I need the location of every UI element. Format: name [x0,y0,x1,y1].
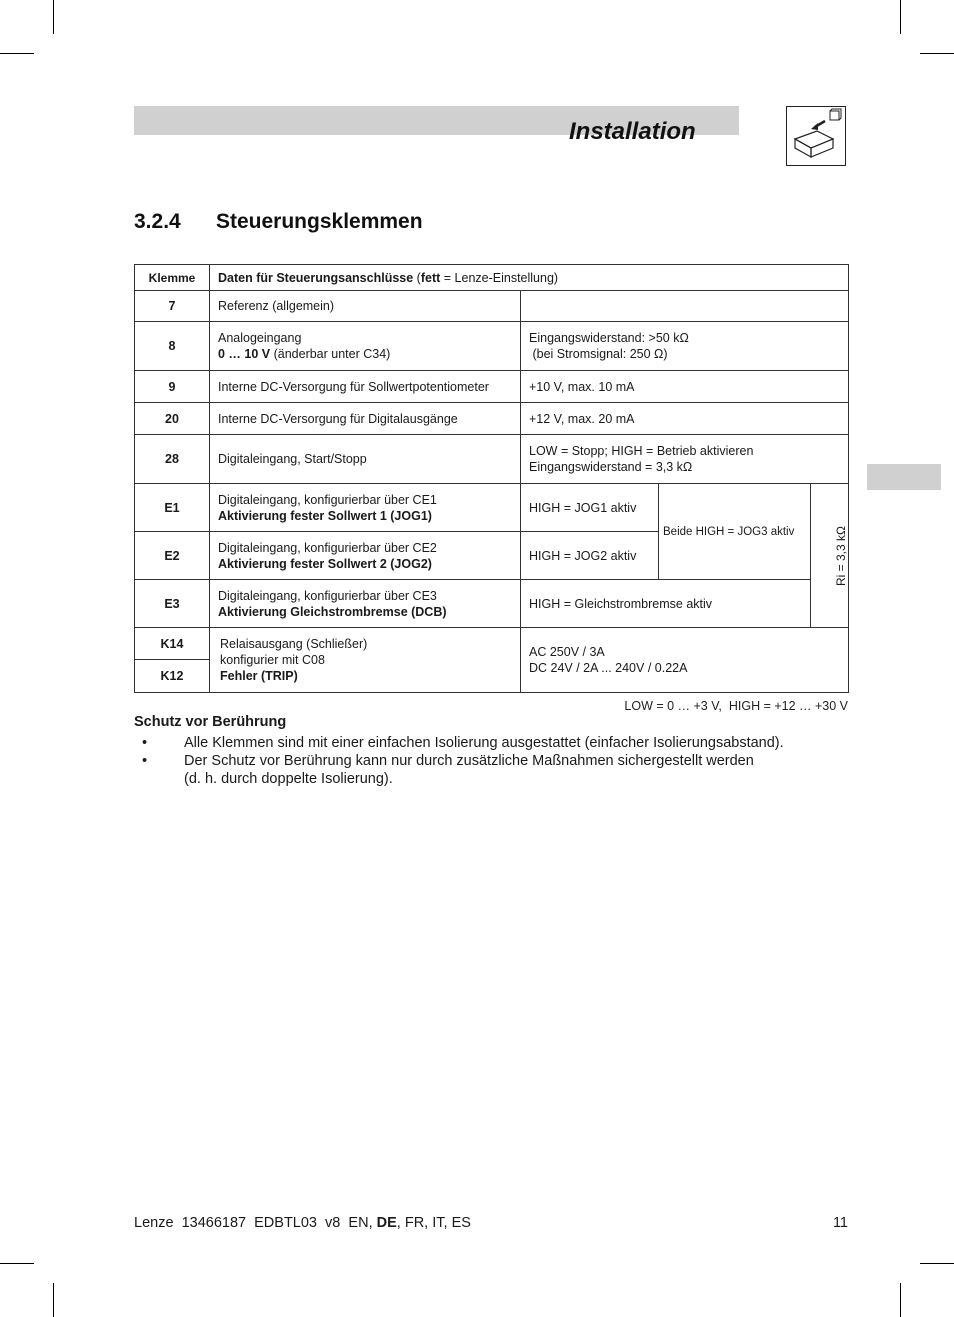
table-row [135,580,849,628]
terminal-id: 20 [135,403,210,435]
table-row [135,403,849,435]
jog3-note: Beide HIGH = JOG3 aktiv [659,484,811,580]
terminal-value: +12 V, max. 20 mA [521,403,849,435]
crop-mark [920,1263,954,1264]
list-item-continuation: (d. h. durch doppelte Isolierung). [184,771,393,787]
header-title: Installation [569,118,696,145]
terminal-value: Eingangswiderstand: >50 kΩ (bei Stromsignal: 250 Ω) [521,322,849,371]
protection-list [134,734,854,788]
terminal-value: LOW = Stopp; HIGH = Betrieb aktivieren Eingangswiderstand = 3,3 kΩ [521,435,849,484]
terminal-value: HIGH = Gleichstrombremse aktiv [521,580,811,628]
terminal-desc: Referenz (allgemein) [210,291,521,322]
terminal-desc: Digitaleingang, konfigurierbar über CE2 Aktivierung fester Sollwert 2 (JOG2) [210,532,521,580]
crop-mark [0,53,34,54]
terminal-value: +10 V, max. 10 mA [521,371,849,403]
list-item: • Alle Klemmen sind mit einer einfachen Isolierung ausgestattet (einfacher Isolierungsabstand). [142,735,784,751]
section-number: 3.2.4 [134,210,181,233]
table-header-row [135,265,849,291]
header-klemme: Klemme [135,265,210,291]
page-number: 11 [832,1215,848,1231]
terminal-desc: Interne DC-Versorgung für Digitalausgänge [210,403,521,435]
terminal-value: HIGH = JOG2 aktiv [521,532,659,580]
crop-mark [53,0,54,34]
terminal-table [134,264,849,693]
terminal-id: 8 [135,322,210,371]
section-heading [134,210,423,234]
input-resistance-note: Ri = 3,3 kΩ [811,484,849,628]
terminal-id: E2 [135,532,210,580]
table-row [135,628,849,660]
footer-doc-info: Lenze 13466187 EDBTL03 v8 EN, DE, FR, IT, ES [134,1215,471,1231]
section-title: Steuerungsklemmen [216,210,423,233]
terminal-value [521,291,849,322]
crop-mark [53,1283,54,1317]
table-row [135,484,849,532]
side-tab-marker [867,464,941,490]
protection-heading: Schutz vor Berührung [134,714,287,730]
relay-value: AC 250V / 3A DC 24V / 2A ... 240V / 0.22A [521,628,849,693]
terminal-id: 28 [135,435,210,484]
table-row [135,322,849,371]
terminal-id: K12 [135,660,210,693]
table-row [135,291,849,322]
crop-mark [900,1283,901,1317]
list-item: • Der Schutz vor Berührung kann nur durch zusätzliche Maßnahmen sichergestellt werden [142,753,754,769]
header-data: Daten für Steuerungsanschlüsse (fett = Lenze-Einstellung) [210,265,849,291]
terminal-desc: Digitaleingang, konfigurierbar über CE3 Aktivierung Gleichstrombremse (DCB) [210,580,521,628]
terminal-value: HIGH = JOG1 aktiv [521,484,659,532]
terminal-desc: Digitaleingang, konfigurierbar über CE1 Aktivierung fester Sollwert 1 (JOG1) [210,484,521,532]
installation-box-icon [786,106,846,166]
terminal-id: E3 [135,580,210,628]
table-row [135,371,849,403]
crop-mark [920,53,954,54]
terminal-desc: Digitaleingang, Start/Stopp [210,435,521,484]
relay-desc: Relaisausgang (Schließer) konfigurier mit C08 Fehler (TRIP) [210,628,521,693]
crop-mark [0,1263,34,1264]
crop-mark [900,0,901,34]
level-legend: LOW = 0 … +3 V, HIGH = +12 … +30 V [624,699,848,713]
terminal-id: K14 [135,628,210,660]
terminal-id: E1 [135,484,210,532]
terminal-id: 7 [135,291,210,322]
terminal-id: 9 [135,371,210,403]
terminal-desc: Analogeingang 0 … 10 V (änderbar unter C34) [210,322,521,371]
terminal-desc: Interne DC-Versorgung für Sollwertpotentiometer [210,371,521,403]
table-row [135,435,849,484]
